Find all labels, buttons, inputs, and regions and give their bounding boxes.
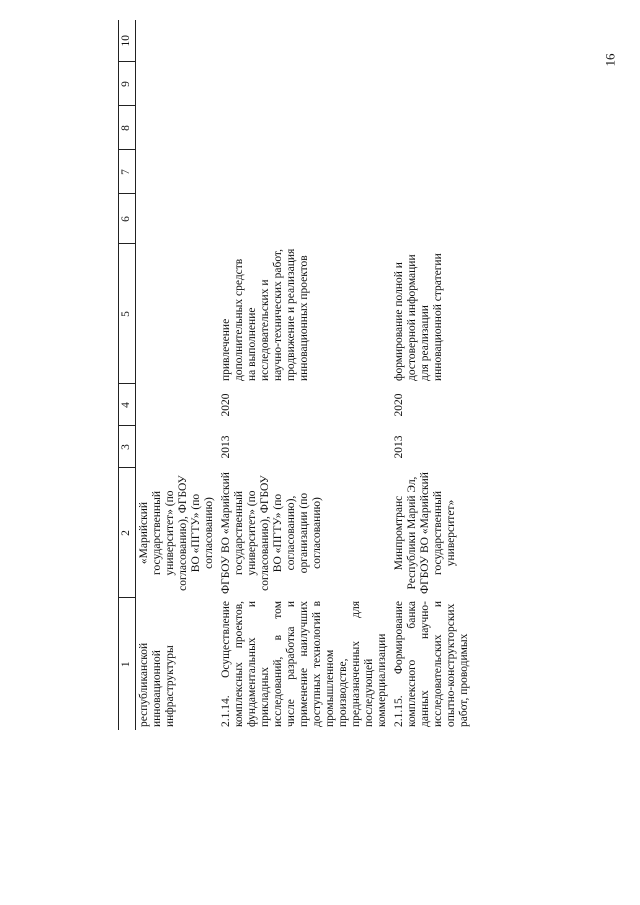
column-header-9: 9	[119, 62, 136, 106]
empty-cell	[136, 20, 219, 62]
empty-cell	[218, 20, 391, 62]
rotated-table-container	[118, 20, 623, 730]
empty-cell	[391, 150, 473, 194]
activity-cell: республиканской инновационной инфраструктуры	[138, 642, 176, 727]
table-row	[136, 20, 219, 730]
start-year-cell: 2013	[393, 435, 405, 459]
start-year-cell: 2013	[220, 435, 232, 459]
result-cell	[136, 244, 219, 384]
activity-cell: 2.1.14. Осуществление комплексных проектов, фундаментальных и прикладных исследований, в том числе разработка и применение наилучших доступных технологий в промышленном производстве, предназначенных для последующей коммерциализации	[220, 601, 388, 727]
executor-cell: «Марийский государственный университет» (по согласованию), ФГБОУ ВО «ПГТУ» (по согласованию)	[138, 475, 215, 591]
empty-cell	[218, 106, 391, 150]
activities-table	[118, 20, 473, 730]
table-row	[218, 20, 391, 730]
column-header-1: 1	[119, 598, 136, 730]
activity-cell: 2.1.15. Формирование комплексного банка данных научно-исследовательских и опытно-конструкторских работ, проводимых	[393, 601, 470, 727]
empty-cell	[136, 62, 219, 106]
column-header-2: 2	[119, 468, 136, 598]
empty-cell	[136, 150, 219, 194]
column-header-6: 6	[119, 194, 136, 244]
empty-cell	[218, 194, 391, 244]
end-year-cell: 2020	[220, 393, 232, 417]
empty-cell	[391, 62, 473, 106]
empty-cell	[218, 150, 391, 194]
empty-cell	[136, 106, 219, 150]
empty-cell	[391, 20, 473, 62]
column-header-10: 10	[119, 20, 136, 62]
empty-cell	[136, 194, 219, 244]
start-year-cell	[136, 426, 219, 468]
result-cell: привлечение дополнительных средств на выполнение исследовательских и научно-технических работ, продвижение и реализация инновационных проектов	[220, 248, 310, 381]
column-header-4: 4	[119, 384, 136, 426]
executor-cell: ФГБОУ ВО «Марийский государственный университет» (по согласованию), ФГБОУ ВО «ПГТУ» (по согласованию), организации (по согласованию)	[220, 472, 323, 594]
page-number: 16	[602, 53, 618, 67]
column-header-8: 8	[119, 106, 136, 150]
executor-cell: Минпромтранс Республики Марий Эл, ФГБОУ ВО «Марийский государственный университет»	[393, 472, 457, 594]
header-row	[119, 20, 136, 730]
result-cell: формирование полной и достоверной информации для реализации инновационной стратегии	[393, 253, 444, 381]
end-year-cell	[136, 384, 219, 426]
column-header-7: 7	[119, 150, 136, 194]
table-row	[391, 20, 473, 730]
empty-cell	[391, 106, 473, 150]
column-header-3: 3	[119, 426, 136, 468]
empty-cell	[218, 62, 391, 106]
end-year-cell: 2020	[393, 393, 405, 417]
column-header-5: 5	[119, 244, 136, 384]
empty-cell	[391, 194, 473, 244]
